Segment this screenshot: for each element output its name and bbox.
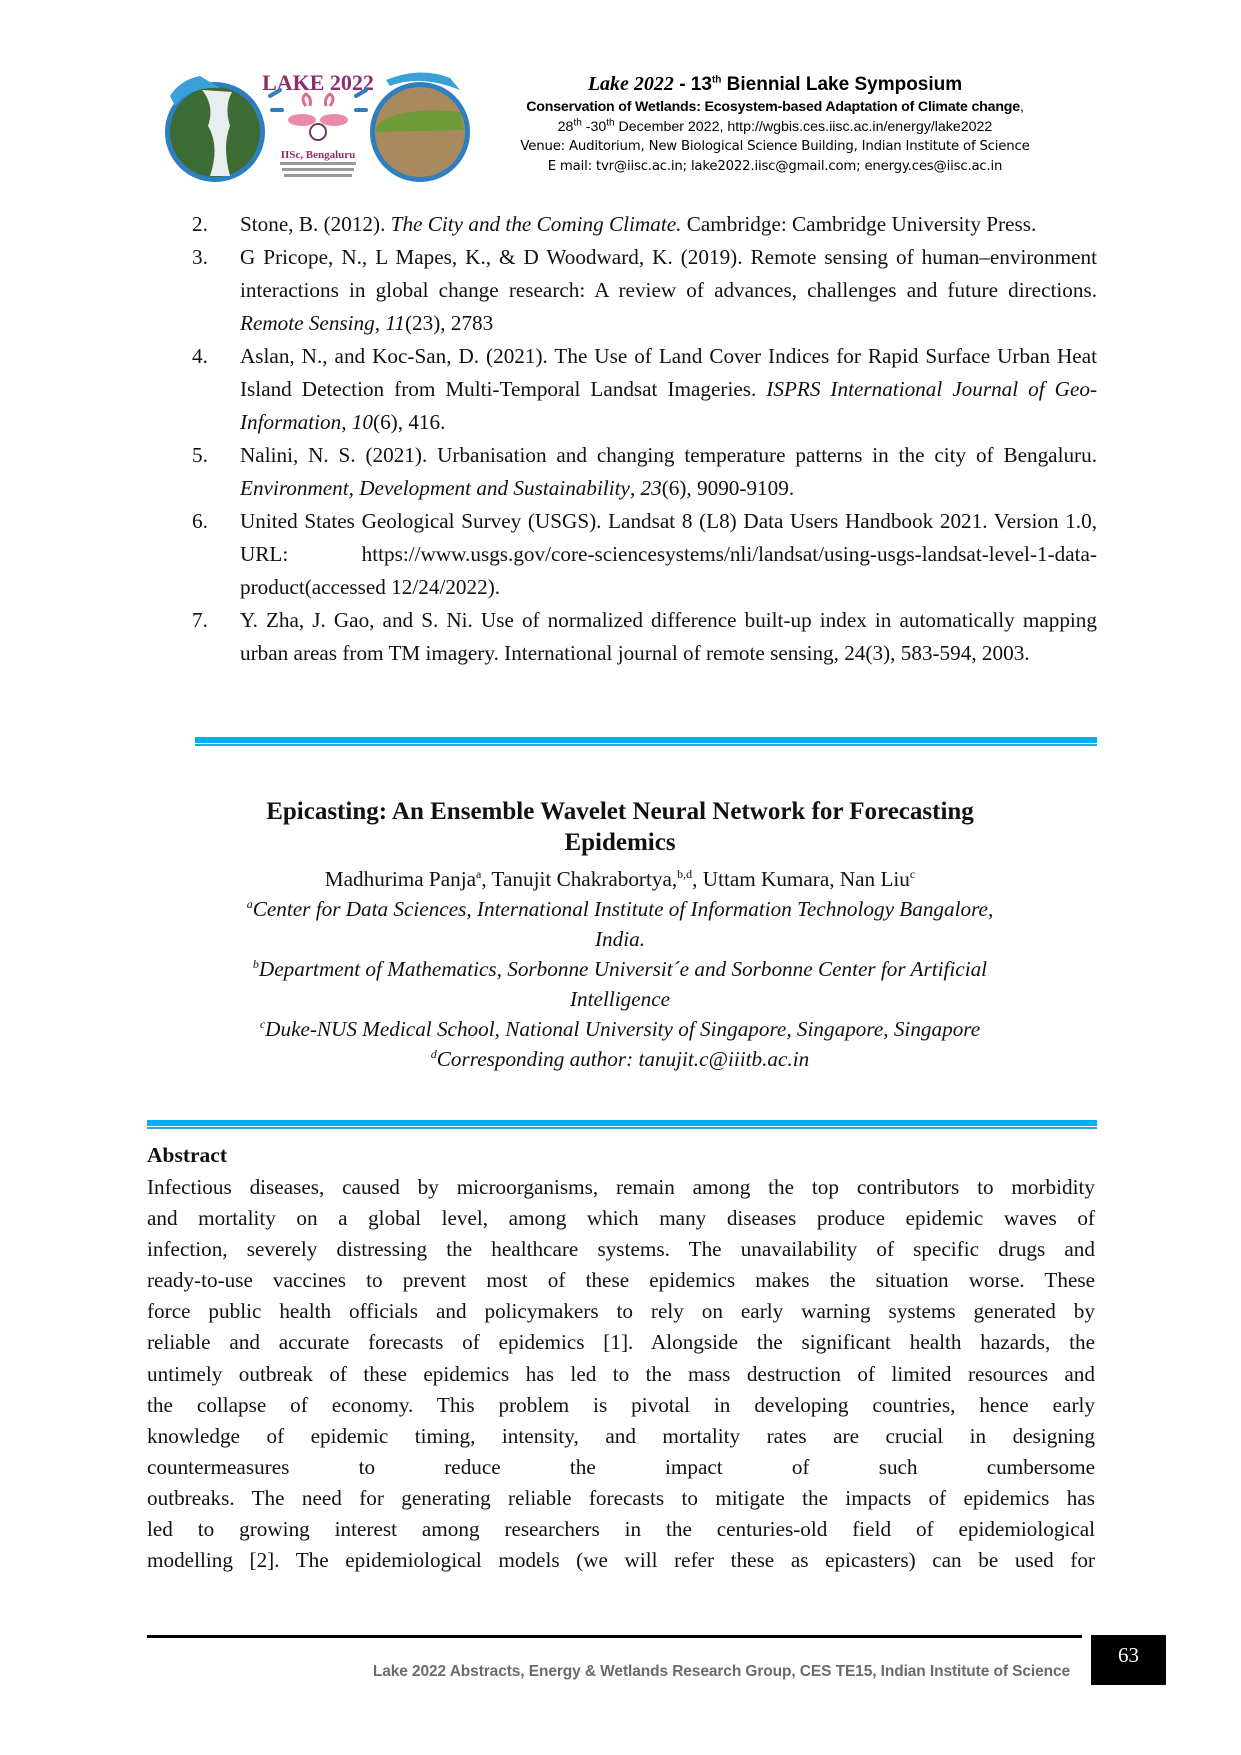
reference-italic-text: 23 bbox=[640, 476, 662, 500]
conference-header bbox=[455, 72, 1095, 177]
footer-text: Lake 2022 Abstracts, Energy & Wetlands Research Group, CES TE15, Indian Institute of Science bbox=[372, 1663, 1070, 1680]
page-number: 63 bbox=[1091, 1635, 1166, 1685]
reference-list bbox=[192, 208, 1097, 670]
reference-item bbox=[192, 340, 1097, 439]
abstract-line: untimely outbreak of these epidemics has led to the mass destruction of limited resources and bbox=[147, 1361, 1095, 1386]
reference-text: , bbox=[341, 410, 352, 434]
reference-italic-text: The City and the Coming Climate. bbox=[390, 212, 682, 236]
reference-italic-text: Remote Sensing bbox=[240, 311, 375, 335]
conference-logo bbox=[160, 66, 475, 184]
symposium-venue: Venue: Auditorium, New Biological Science Building, Indian Institute of Science bbox=[520, 139, 1030, 154]
symposium-dates-url: 28th -30th December 2022, http://wgbis.ces.iisc.ac.in/energy/lake2022 bbox=[557, 117, 993, 135]
author-name: , Tanujit Chakrabortya, bbox=[481, 867, 678, 891]
reference-text: , bbox=[629, 476, 641, 500]
reference-italic-text: 11 bbox=[385, 311, 405, 335]
symposium-title: Lake 2022 - 13th Biennial Lake Symposium bbox=[587, 73, 963, 95]
reference-italic-text: ISPRS International Journal of Geo-Information bbox=[240, 377, 1098, 434]
reference-text: Y. Zha, J. Gao, and S. Ni. Use of normalized difference built-up index in automatically mapping urban areas from TM imagery. International journal of remote sensing, 24(3), 583-594, 2003. bbox=[240, 608, 1097, 665]
abstract-line: and mortality on a global level, among which many diseases produce epidemic waves of bbox=[147, 1206, 1095, 1231]
reference-item bbox=[192, 439, 1097, 505]
reference-number: 7. bbox=[192, 608, 208, 632]
symposium-theme: Conservation of Wetlands: Ecosystem-based Adaptation of Climate change, bbox=[526, 99, 1024, 115]
abstract-line: modelling [2]. The epidemiological models (we will refer these as epicasters) can be used for bbox=[147, 1548, 1095, 1573]
abstract-line: Infectious diseases, caused by microorganisms, remain among the top contributors to morbidity bbox=[147, 1175, 1095, 1199]
svg-text:IISc, Bengaluru: IISc, Bengaluru bbox=[280, 149, 356, 161]
reference-text: G Pricope, N., L Mapes, K., & D Woodward, K. (2019). Remote sensing of human–environment interactions in global change research: A review of advances, challenges and future directions. bbox=[240, 245, 1097, 302]
reference-text: , bbox=[374, 311, 386, 335]
reference-number: 5. bbox=[192, 443, 208, 467]
section-divider bbox=[147, 1120, 1097, 1128]
lake-2022-logo-graphic bbox=[160, 66, 475, 184]
abstract-line: knowledge of epidemic timing, intensity, and mortality rates are crucial in designing bbox=[147, 1423, 1095, 1448]
reference-italic-text: Environment, Development and Sustainability bbox=[240, 476, 630, 500]
abstract-line: outbreaks. The need for generating reliable forecasts to mitigate the impacts of epidemics has bbox=[147, 1485, 1095, 1510]
reference-item bbox=[192, 241, 1097, 340]
abstract-line: force public health officials and policymakers to rely on early warning systems generated by bbox=[147, 1299, 1095, 1324]
reference-text: (23), 2783 bbox=[404, 311, 494, 335]
paper-title: Epicasting: An Ensemble Wavelet Neural Network for Forecasting Epidemics bbox=[266, 798, 974, 856]
abstract-line: infection, severely distressing the healthcare systems. The unavailability of specific drugs and bbox=[147, 1237, 1095, 1262]
abstract-line: the collapse of economy. This problem is pivotal in developing countries, hence early bbox=[147, 1392, 1095, 1417]
reference-item bbox=[192, 505, 1097, 604]
reference-text: Aslan, N., and Koc-San, D. (2021). The Use of Land Cover Indices for Rapid Surface Urban Heat Island Detection from Multi-Temporal Landsat Imageries. bbox=[240, 344, 1097, 401]
author-list: Madhurima Panja$^a$, Tanujit Chakrabortya,$^{b,d}$, Uttam Kumara, Nan Liu$^c$ bbox=[324, 866, 916, 891]
reference-number: 2. bbox=[192, 212, 208, 236]
abstract-body bbox=[147, 1172, 1095, 1576]
abstract-heading: Abstract bbox=[147, 1143, 228, 1167]
reference-number: 3. bbox=[192, 245, 208, 269]
affiliation-c: $^c$Duke-NUS Medical School, National University of Singapore, Singapore, Singapore bbox=[259, 1016, 981, 1041]
author-name: , Uttam Kumara, Nan Liu bbox=[692, 867, 910, 891]
affiliation-a: $^a$Center for Data Sciences, International Institute of Information Technology Bangalore, India. bbox=[246, 896, 994, 951]
symposium-email: E mail: tvr@iisc.ac.in; lake2022.iisc@gmail.com; energy.ces@iisc.ac.in bbox=[547, 159, 1003, 174]
reference-item bbox=[192, 208, 1097, 241]
affiliation-b: $^b$Department of Mathematics, Sorbonne Universit´e and Sorbonne Center for Artificial Intelligence bbox=[252, 956, 988, 1011]
corresponding-author: $^d$Corresponding author: tanujit.c@iiitb.ac.in bbox=[430, 1046, 810, 1071]
abstract-line: countermeasures to reduce the impact of such cumbersome bbox=[147, 1454, 1095, 1479]
abstract-line: led to growing interest among researchers in the centuries-old field of epidemiological bbox=[147, 1517, 1095, 1542]
reference-item bbox=[192, 604, 1097, 670]
footer-rule bbox=[147, 1635, 1082, 1638]
reference-text: Nalini, N. S. (2021). Urbanisation and changing temperature patterns in the city of Bengaluru. bbox=[240, 443, 1097, 467]
reference-number: 6. bbox=[192, 509, 208, 533]
reference-text: (6), 416. bbox=[373, 410, 446, 434]
section-divider bbox=[195, 737, 1097, 745]
svg-text:LAKE 2022: LAKE 2022 bbox=[262, 70, 374, 95]
abstract-line: reliable and accurate forecasts of epidemics [1]. Alongside the significant health hazards, the bbox=[147, 1330, 1095, 1355]
reference-text: (6), 9090-9109. bbox=[661, 476, 795, 500]
author-name: Madhurima Panja bbox=[324, 867, 477, 891]
reference-number: 4. bbox=[192, 344, 208, 368]
reference-text: United States Geological Survey (USGS). Landsat 8 (L8) Data Users Handbook 2021. Version 1.0, URL: https://www.usgs.gov/core-sciencesystems/nli/landsat/using-usgs-landsat-level-1-data-product(accessed 12/24/2022). bbox=[240, 509, 1097, 599]
reference-italic-text: 10 bbox=[351, 410, 374, 434]
reference-text: Stone, B. (2012). bbox=[240, 212, 391, 236]
abstract-line: ready-to-use vaccines to prevent most of these epidemics makes the situation worse. These bbox=[147, 1268, 1095, 1293]
reference-text: Cambridge: Cambridge University Press. bbox=[681, 212, 1037, 236]
